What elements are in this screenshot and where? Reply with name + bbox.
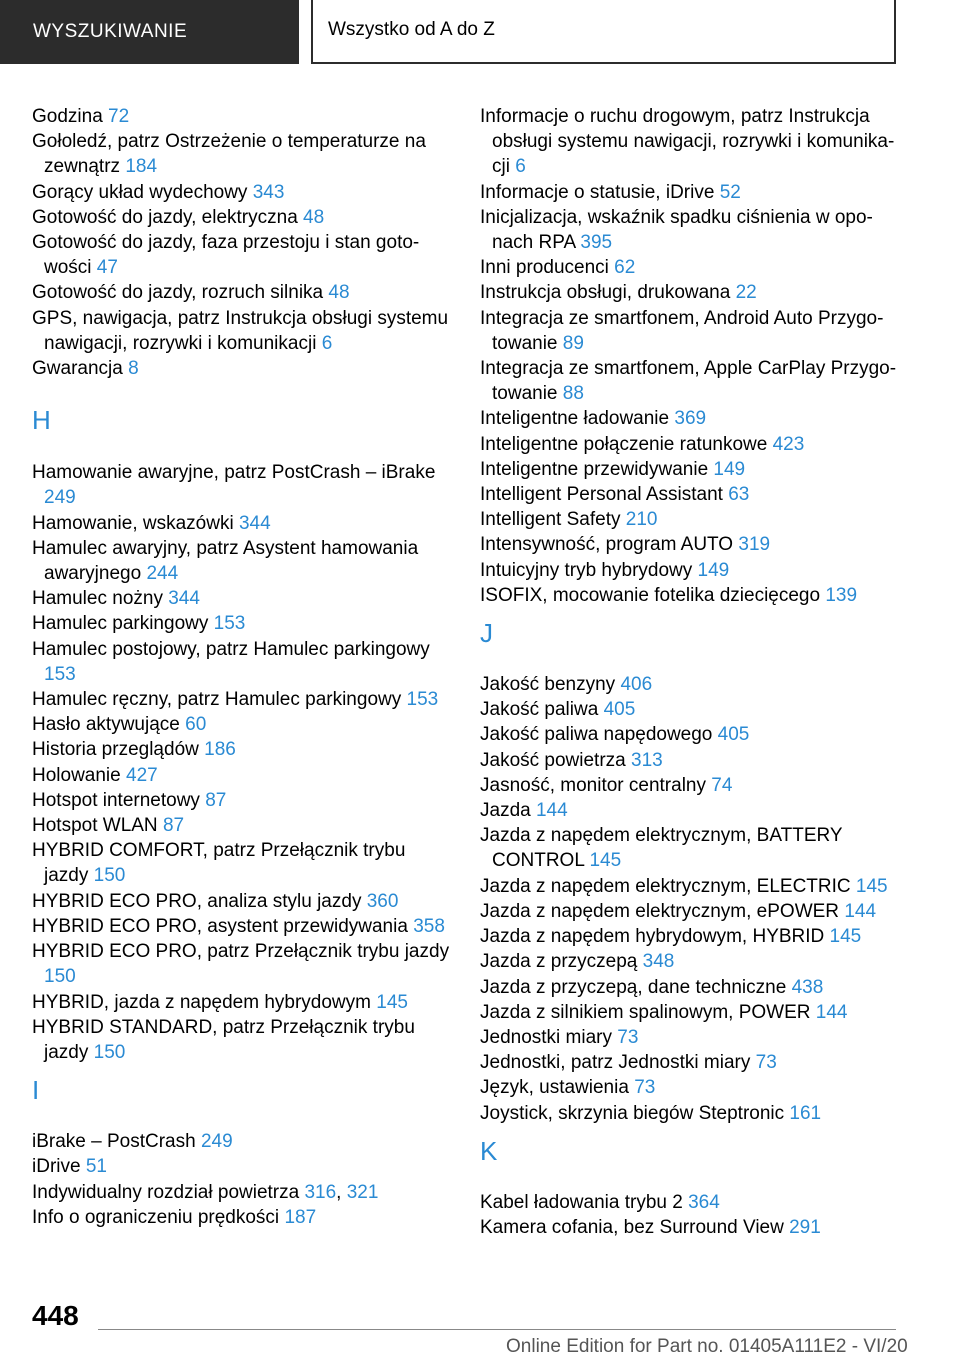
page-reference-link[interactable]: 8 [128,358,139,380]
page-reference-link[interactable]: 60 [185,714,207,736]
index-entry-term: Gotowość do jazdy, faza przestoju i stan gotowości [32,232,420,279]
index-entry [480,949,900,974]
page-reference-link[interactable]: 364 [688,1191,720,1213]
index-entry [32,838,452,888]
index-entry [480,1215,900,1240]
index-entry [480,773,900,798]
index-entry [32,230,452,280]
index-entry-term: Godzina [32,106,109,127]
index-entry [32,637,452,687]
index-entry [32,889,452,914]
page-reference-link[interactable]: 87 [162,815,185,837]
page-reference-link[interactable]: 144 [535,800,568,822]
index-entry-term: HYBRID STANDARD, patrz Przełącznik trybu jazdy [32,1016,415,1063]
index-entry-term: Jakość powietrza [480,749,632,771]
page-reference-link[interactable]: 291 [789,1216,821,1238]
page-reference-link[interactable]: 343 [252,181,285,203]
index-entry-term: Intuicyjny tryb hybrydowy [480,559,698,581]
index-entry [480,457,900,482]
page-reference-link[interactable]: 438 [791,976,824,998]
page-reference-link[interactable]: 244 [146,563,179,585]
index-entry [32,104,452,129]
index-entry [480,899,900,924]
footer-divider [98,1329,896,1330]
page-reference-link[interactable]: 344 [168,588,200,610]
index-entry-term: HYBRID ECO PRO, asystent przewidywania [32,915,414,937]
index-entry [32,1015,452,1065]
index-entry [32,687,452,712]
index-entry [480,1050,900,1075]
index-entry [32,205,452,230]
page-reference-link[interactable]: 358 [413,915,445,937]
page-reference-link[interactable]: 149 [697,559,730,581]
page-reference-link[interactable]: 139 [825,584,858,606]
page-reference-link[interactable]: 150 [93,1041,126,1063]
index-entry [480,1000,900,1025]
page-reference-link[interactable]: 184 [125,156,158,178]
index-entry [32,460,452,510]
index-entry-term: Język, ustawienia [480,1077,635,1099]
section-tab: WYSZUKIWANIE [0,0,299,64]
page-reference-link[interactable]: 153 [213,613,246,635]
index-entry [480,748,900,773]
index-entry-term: Historia przeglądów [32,739,205,761]
index-entry-term: Jazda z napędem elektrycznym, BATTERY CONTROL [480,825,843,872]
index-entry-term: Hotspot WLAN [32,815,163,837]
index-entry [32,914,452,939]
index-entry [32,511,452,536]
page-reference-link[interactable]: 153 [44,663,76,685]
index-entry [480,975,900,1000]
index-entry [480,924,900,949]
index-entry-term: Hamulec awaryjny, patrz Asystent hamowania awaryjnego [32,537,419,585]
page-reference-link[interactable]: 149 [713,458,746,480]
index-entry [480,722,900,747]
index-entry [480,1101,900,1126]
index-entry-term: iBrake – PostCrash [32,1131,201,1153]
index-entry-term: Kamera cofania, bez Surround View [480,1216,790,1238]
page-reference-link[interactable]: 210 [625,509,658,531]
index-entry-term: Informacje o statusie, iDrive [480,181,720,203]
index-entry [32,356,452,381]
page-reference-link[interactable]: 150 [93,865,126,887]
index-entry-term: Jazda z napędem elektrycznym, ELECTRIC [480,875,856,897]
index-entry-term: Intelligent Personal Assistant [480,484,729,506]
index-entry-term: Hamulec postojowy, patrz Hamulec parkingowy [32,638,430,660]
page-reference-link[interactable]: 87 [205,789,227,811]
index-entry [480,104,900,180]
index-entry [480,874,900,899]
index-entry-term: Hasło aktywujące [32,714,186,736]
page-reference-link[interactable]: 395 [580,232,613,254]
page-reference-link[interactable]: 316 [304,1181,337,1203]
index-entry-term: Joystick, skrzynia biegów Steptronic [480,1102,790,1124]
page-reference-link[interactable]: 427 [126,764,158,786]
page-reference-link[interactable]: 6 [321,332,333,354]
index-entry [32,306,452,356]
index-entry-term: ISOFIX, mocowanie fotelika dziecięcego [480,584,826,606]
index-column-right [480,104,900,1240]
page-reference-link[interactable]: 48 [303,206,325,228]
index-entry: Indywidualny rozdział powietrza 316, 321 [32,1181,379,1203]
index-entry [32,788,452,813]
index-entry-term: Jednostki miary [480,1026,618,1048]
index-entry [480,280,900,305]
index-entry [480,583,900,608]
index-entry-term: HYBRID, jazda z napędem hybrydowym [32,991,377,1013]
index-entry [32,1129,452,1154]
page-reference-link[interactable]: 73 [755,1052,777,1074]
index-entry-term: Jazda z silnikiem spalinowym, POWER [480,1001,816,1023]
index-entry [480,507,900,532]
index-entry-term: iDrive [32,1156,86,1178]
index-entry-term: Gotowość do jazdy, rozruch silnika [32,282,329,304]
index-entry-term: Integracja ze smartfonem, Apple CarPlay Przygotowanie [480,358,897,405]
index-entry [480,672,900,697]
index-entry-term: Intensywność, program AUTO [480,534,739,556]
index-letter-heading: I [32,1075,40,1106]
index-column-left [32,104,452,1230]
page-reference-link[interactable]: 313 [631,749,663,771]
index-entry [32,280,452,305]
index-entry-term: Hamulec nożny [32,588,169,610]
index-entry-term: HYBRID COMFORT, patrz Przełącznik trybu jazdy [32,840,406,887]
index-entry-term: Intelligent Safety [480,509,626,531]
footer-edition: Online Edition for Part no. 01405A111E2 - VI/20 [506,1336,908,1357]
index-entry-term: Jazda z napędem elektrycznym, ePOWER [480,900,845,922]
index-entry-term: Info o ograniczeniu prędkości [32,1206,285,1228]
index-entry [32,536,452,586]
index-entry [32,1205,452,1230]
index-entry-term: Inteligentne połączenie ratunkowe [480,433,773,455]
index-entry [32,813,452,838]
page-number: 448 [32,1300,79,1331]
page-reference-link[interactable]: 150 [44,966,76,988]
index-entry [480,180,900,205]
page-reference-link[interactable]: 186 [204,739,236,761]
index-entry-term: Gołoledź, patrz Ostrzeżenie o temperaturze na zewnątrz [32,131,426,178]
page-reference-link[interactable]: 360 [366,890,399,912]
index-entry-term: Jakość benzyny [480,674,621,696]
index-entry [480,406,900,431]
index-entry [480,1075,900,1100]
index-entry-term: Jednostki, patrz Jednostki miary [480,1052,756,1074]
index-entry-term: Inteligentne ładowanie [480,408,675,430]
index-entry-term: Inicjalizacja, wskaźnik spadku ciśnienia w oponach RPA [480,206,873,254]
page-reference-link[interactable]: 62 [614,257,636,279]
page-reference-link[interactable]: 47 [96,257,118,279]
page-reference-link[interactable]: 48 [328,282,350,304]
index-entry [32,737,452,762]
index-entry [480,798,900,823]
page-reference-link[interactable]: 249 [200,1131,233,1153]
page-reference-link[interactable]: 73 [634,1077,656,1099]
index-entry-term: Gorący układ wydechowy [32,181,253,203]
page-reference-link[interactable]: 321 [346,1181,379,1203]
page-reference-link[interactable]: 63 [728,484,750,506]
page-reference-link[interactable]: 73 [617,1026,639,1048]
index-entry-term: Jakość paliwa [480,699,604,721]
index-entry-term: Jazda z napędem hybrydowym, HYBRID [480,926,830,948]
index-entry-term: Holowanie [32,764,126,786]
index-entry-term: Jazda z przyczepą, dane techniczne [480,976,792,998]
index-entry-term: Jazda [480,800,536,822]
page-reference-link[interactable]: 144 [815,1001,848,1023]
index-entry [32,586,452,611]
index-entry-term: Kabel ładowania trybu 2 [480,1191,689,1213]
index-entry [32,1154,452,1179]
index-entry-term: Indywidualny rozdział powietrza [32,1181,305,1203]
index-entry-term: Inni producenci [480,257,615,279]
page-reference-link[interactable]: 406 [620,674,653,696]
index-entry-term: HYBRID ECO PRO, patrz Przełącznik trybu jazdy [32,941,450,963]
page-reference-link[interactable]: 145 [829,926,862,948]
page-reference-link[interactable]: 72 [108,106,130,127]
index-entry [480,356,900,406]
index-entry [32,180,452,205]
page-reference-link[interactable]: 153 [406,689,439,711]
index-letter-heading: J [480,618,493,649]
index-entry-term: Gwarancja [32,358,129,380]
index-entry-term: Instrukcja obsługi, drukowana [480,282,736,304]
page-reference-link[interactable]: 348 [642,951,675,973]
index-entry-term: Integracja ze smartfonem, Android Auto Przygotowanie [480,307,884,354]
index-entry [480,255,900,280]
index-entry [32,712,452,737]
index-entry [32,611,452,636]
index-entry [480,432,900,457]
page-reference-link[interactable]: 369 [674,408,707,430]
page-reference-link[interactable]: 145 [376,991,408,1013]
page-reference-link[interactable]: 405 [717,724,750,746]
page-reference-link[interactable]: 145 [589,850,622,872]
page-reference-link[interactable]: 74 [711,774,733,796]
page-reference-link[interactable]: 319 [738,534,771,556]
page-reference-link[interactable]: 89 [562,332,584,354]
page-reference-link[interactable]: 249 [44,487,76,509]
page-reference-link[interactable]: 22 [735,282,757,304]
index-letter-heading: H [32,405,51,436]
index-entry [480,1190,900,1215]
index-entry-term: GPS, nawigacja, patrz Instrukcja obsługi systemu nawigacji, rozrywki i komunikacji [32,307,449,354]
index-entry-term: Hotspot internetowy [32,789,206,811]
index-entry-term: Hamowanie, wskazówki [32,512,239,534]
index-entry [480,558,900,583]
index-entry [32,990,452,1015]
index-entry [480,823,900,873]
page-reference-link[interactable]: 144 [844,900,877,922]
page-reference-link[interactable]: 187 [284,1206,317,1228]
index-entry [480,482,900,507]
page-title: Wszystko od A do Z [311,0,896,64]
page-reference-link[interactable]: 88 [562,383,584,405]
index-entry-term: Inteligentne przewidywanie [480,458,714,480]
index-entry-term: Hamulec parkingowy [32,613,214,635]
index-entry [32,939,452,989]
page-reference-link[interactable]: 145 [855,875,888,897]
index-entry [32,129,452,179]
index-letter-heading: K [480,1135,498,1166]
index-entry [480,697,900,722]
index-entry-term: Gotowość do jazdy, elektryczna [32,206,304,228]
page-reference-link[interactable]: 51 [85,1156,107,1178]
index-entry-term: Hamulec ręczny, patrz Hamulec parkingowy [32,689,407,711]
index-entry [480,205,900,255]
index-entry-term: Informacje o ruchu drogowym, patrz Instrukcja obsługi systemu nawigacji, rozrywki i komunikacji [480,106,895,178]
page-reference-link[interactable]: 423 [772,433,805,455]
index-entry-term: Hamowanie awaryjne, patrz PostCrash – iBrake [32,462,436,484]
index-entry-term: HYBRID ECO PRO, analiza stylu jazdy [32,890,367,912]
index-entry-term: Jasność, monitor centralny [480,774,712,796]
page-reference-link[interactable]: 405 [603,699,636,721]
page-reference-link[interactable]: 344 [238,512,271,534]
page-reference-link[interactable]: 161 [789,1102,822,1124]
index-entry [480,532,900,557]
page-reference-link[interactable]: 6 [515,156,526,178]
index-entry-term: Jazda z przyczepą [480,951,643,973]
page-reference-link[interactable]: 52 [719,181,741,203]
index-entry [480,1025,900,1050]
index-entry [480,306,900,356]
index-entry-term: Jakość paliwa napędowego [480,724,718,746]
index-entry [32,763,452,788]
